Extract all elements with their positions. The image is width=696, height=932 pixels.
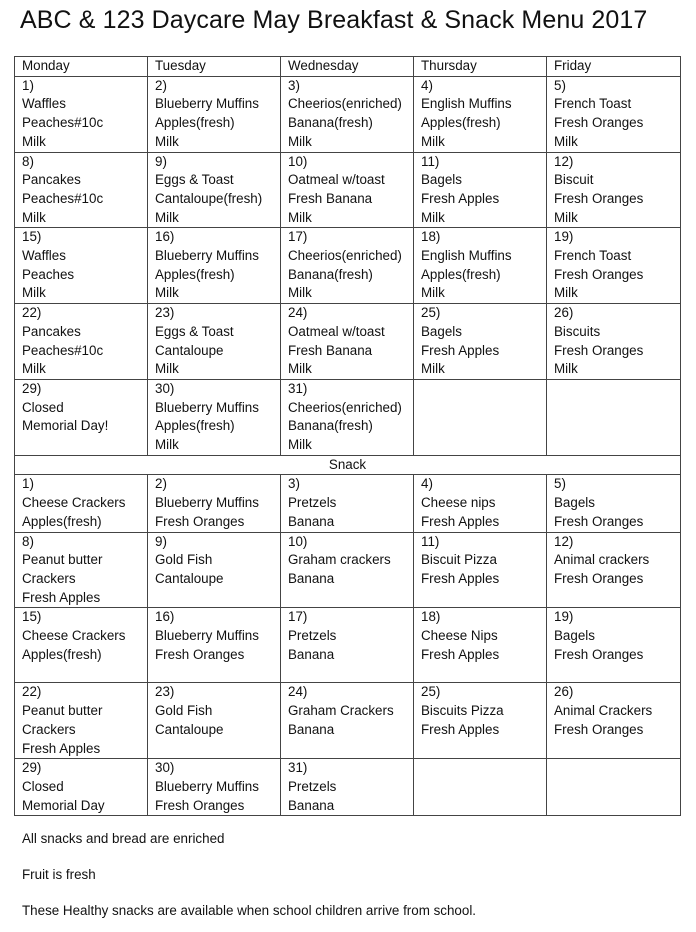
menu-item: Milk [421, 361, 445, 377]
menu-item: Fresh Apples [421, 342, 500, 358]
breakfast-day-cell [148, 76, 281, 152]
breakfast-day-cell [547, 76, 681, 152]
menu-item: Fresh Apples [22, 740, 101, 756]
menu-item: French Toast [554, 96, 632, 112]
menu-item: Graham crackers [288, 552, 391, 568]
menu-item: Apples(fresh) [155, 266, 235, 282]
snacks-day-cell [414, 532, 547, 608]
menu-item: English Muffins [421, 96, 512, 112]
date-number: 17) [288, 229, 308, 245]
menu-item: Biscuit Pizza [421, 552, 497, 568]
menu-item: Crackers [22, 570, 76, 586]
menu-item: Pancakes [22, 323, 81, 339]
snacks-day-cell [547, 759, 681, 816]
menu-item: Fresh Apples [421, 646, 500, 662]
menu-item: Bagels [554, 628, 595, 644]
menu-item: Pretzels [288, 628, 337, 644]
menu-item: Milk [288, 285, 312, 301]
menu-item: Fresh Apples [421, 513, 500, 529]
date-number: 31) [288, 760, 308, 776]
date-number: 17) [288, 609, 308, 625]
date-number: 3) [288, 77, 300, 93]
menu-item: Fresh Oranges [554, 721, 644, 737]
date-number: 12) [554, 533, 574, 549]
menu-item: Biscuits Pizza [421, 703, 504, 719]
breakfast-day-cell [547, 152, 681, 228]
menu-item: Gold Fish [155, 703, 213, 719]
date-number: 22) [22, 684, 42, 700]
snacks-day-cell [547, 683, 681, 759]
menu-item: Banana [288, 570, 335, 586]
menu-item: Cheese Crackers [22, 628, 126, 644]
breakfast-day-cell [148, 379, 281, 455]
snack-header-row [15, 455, 681, 475]
menu-item: Milk [22, 285, 46, 301]
menu-item: Milk [155, 437, 179, 453]
date-number: 22) [22, 305, 42, 321]
snacks-day-cell [547, 475, 681, 532]
snacks-day-cell [15, 608, 148, 683]
menu-item: Bagels [421, 172, 462, 188]
menu-item: Apples(fresh) [155, 115, 235, 131]
snacks-day-cell [15, 683, 148, 759]
date-number: 5) [554, 476, 566, 492]
breakfast-day-cell [15, 228, 148, 304]
snacks-day-cell [281, 759, 414, 816]
menu-item: Cantaloupe(fresh) [155, 190, 263, 206]
menu-item: French Toast [554, 248, 632, 264]
snack-section-label: Snack [15, 455, 681, 475]
menu-item: Milk [554, 285, 578, 301]
menu-item: Graham Crackers [288, 703, 394, 719]
menu-item: Fresh Apples [421, 570, 500, 586]
menu-item: Fresh Banana [288, 190, 373, 206]
menu-item: Apples(fresh) [421, 266, 501, 282]
menu-item: Pretzels [288, 495, 337, 511]
date-number: 10) [288, 153, 308, 169]
menu-item: Peaches#10c [22, 342, 104, 358]
menu-item: Cantaloupe [155, 721, 224, 737]
menu-item: Fresh Oranges [554, 342, 644, 358]
snacks-day-cell [547, 532, 681, 608]
date-number: 18) [421, 609, 441, 625]
menu-item: Banana [288, 721, 335, 737]
menu-item: Milk [421, 285, 445, 301]
breakfast-day-cell [547, 228, 681, 304]
date-number: 25) [421, 684, 441, 700]
menu-item: Milk [554, 133, 578, 149]
breakfast-day-cell [547, 304, 681, 380]
menu-item: Banana(fresh) [288, 418, 373, 434]
menu-item: Milk [155, 209, 179, 225]
breakfast-day-cell [414, 228, 547, 304]
menu-item: Apples(fresh) [22, 513, 102, 529]
date-number: 24) [288, 684, 308, 700]
menu-item: Cantaloupe [155, 342, 224, 358]
snacks-day-cell [414, 475, 547, 532]
breakfast-day-cell [281, 152, 414, 228]
menu-item: Milk [155, 361, 179, 377]
menu-item: Waffles [22, 96, 66, 112]
date-number: 15) [22, 609, 42, 625]
menu-item: Fresh Apples [421, 190, 500, 206]
menu-item: Animal Crackers [554, 703, 653, 719]
date-number: 23) [155, 305, 175, 321]
menu-item: Cheese Crackers [22, 495, 126, 511]
menu-item: Fresh Apples [421, 721, 500, 737]
date-number: 19) [554, 229, 574, 245]
menu-item: Milk [155, 285, 179, 301]
snacks-day-cell [414, 683, 547, 759]
breakfast-day-cell [281, 228, 414, 304]
menu-item: Crackers [22, 721, 76, 737]
menu-item: Banana(fresh) [288, 266, 373, 282]
breakfast-day-cell [148, 228, 281, 304]
menu-item: Pretzels [288, 778, 337, 794]
date-number: 19) [554, 609, 574, 625]
menu-item: Fresh Oranges [155, 797, 245, 813]
snacks-day-cell [148, 475, 281, 532]
menu-item: Fresh Oranges [554, 570, 644, 586]
menu-item: Blueberry Muffins [155, 495, 259, 511]
menu-item: Fresh Oranges [554, 115, 644, 131]
snacks-day-cell [148, 608, 281, 683]
menu-item: Peanut butter [22, 703, 103, 719]
day-header: Thursday [414, 57, 547, 77]
menu-item: Blueberry Muffins [155, 248, 259, 264]
date-number: 16) [155, 609, 175, 625]
breakfast-day-cell [414, 76, 547, 152]
menu-item: Cheese nips [421, 495, 496, 511]
date-number: 2) [155, 77, 167, 93]
breakfast-day-cell [281, 379, 414, 455]
date-number: 2) [155, 476, 167, 492]
snacks-day-cell [15, 759, 148, 816]
date-number: 26) [554, 684, 574, 700]
day-header: Friday [547, 57, 681, 77]
menu-item: Oatmeal w/toast [288, 172, 385, 188]
breakfast-day-cell [414, 379, 547, 455]
breakfast-day-cell [414, 304, 547, 380]
menu-item: Eggs & Toast [155, 172, 234, 188]
date-number: 23) [155, 684, 175, 700]
menu-item: Fresh Oranges [554, 646, 644, 662]
date-number: 5) [554, 77, 566, 93]
day-header: Monday [15, 57, 148, 77]
snacks-day-cell [148, 683, 281, 759]
date-number: 9) [155, 153, 167, 169]
menu-item: Milk [22, 361, 46, 377]
menu-item: Blueberry Muffins [155, 399, 259, 415]
breakfast-day-cell [281, 304, 414, 380]
date-number: 18) [421, 229, 441, 245]
breakfast-week-row [15, 379, 681, 455]
menu-item: Cheerios(enriched) [288, 248, 402, 264]
menu-item: Oatmeal w/toast [288, 323, 385, 339]
breakfast-day-cell [547, 379, 681, 455]
snacks-day-cell [414, 759, 547, 816]
menu-item: Banana [288, 797, 335, 813]
date-number: 3) [288, 476, 300, 492]
menu-item: Banana [288, 646, 335, 662]
menu-item: Cheese Nips [421, 628, 498, 644]
menu-item: Fresh Oranges [554, 266, 644, 282]
menu-item: Blueberry Muffins [155, 628, 259, 644]
menu-item: Fresh Oranges [554, 513, 644, 529]
snacks-day-cell [281, 683, 414, 759]
menu-item: Biscuits [554, 323, 601, 339]
breakfast-day-cell [15, 76, 148, 152]
menu-item: Milk [554, 209, 578, 225]
breakfast-day-cell [148, 304, 281, 380]
date-number: 1) [22, 77, 34, 93]
menu-item: Cheerios(enriched) [288, 96, 402, 112]
breakfast-day-cell [281, 76, 414, 152]
menu-item: Cheerios(enriched) [288, 399, 402, 415]
menu-item: Banana [288, 513, 335, 529]
snacks-day-cell [15, 475, 148, 532]
date-number: 16) [155, 229, 175, 245]
date-number: 25) [421, 305, 441, 321]
menu-item: Animal crackers [554, 552, 650, 568]
menu-item: Blueberry Muffins [155, 96, 259, 112]
menu-item: Fresh Oranges [554, 190, 644, 206]
date-number: 1) [22, 476, 34, 492]
menu-item: Closed [22, 778, 64, 794]
breakfast-day-cell [15, 304, 148, 380]
menu-item: Blueberry Muffins [155, 778, 259, 794]
date-number: 31) [288, 380, 308, 396]
page-title: ABC & 123 Daycare May Breakfast & Snack Menu 2017 [20, 6, 648, 34]
breakfast-section [15, 76, 681, 455]
breakfast-week-row [15, 228, 681, 304]
menu-table [14, 56, 681, 816]
date-number: 10) [288, 533, 308, 549]
date-number: 11) [421, 153, 440, 169]
menu-item: Closed [22, 399, 64, 415]
date-number: 30) [155, 760, 175, 776]
breakfast-day-cell [15, 379, 148, 455]
menu-item: Pancakes [22, 172, 81, 188]
date-number: 29) [22, 380, 42, 396]
date-number: 26) [554, 305, 574, 321]
menu-item: Eggs & Toast [155, 323, 234, 339]
snacks-day-cell [281, 608, 414, 683]
snacks-day-cell [281, 475, 414, 532]
day-header: Tuesday [148, 57, 281, 77]
note-fruit: Fruit is fresh [22, 867, 96, 882]
menu-item: Bagels [554, 495, 595, 511]
menu-item: Milk [288, 133, 312, 149]
note-healthy-snacks: These Healthy snacks are available when school children arrive from school. [22, 903, 477, 918]
menu-item: Milk [22, 133, 46, 149]
menu-item: Memorial Day [22, 797, 105, 813]
snacks-day-cell [148, 759, 281, 816]
breakfast-week-row [15, 304, 681, 380]
menu-item: Apples(fresh) [22, 646, 102, 662]
snacks-week-row [15, 683, 681, 759]
snacks-week-row [15, 475, 681, 532]
menu-item: Banana(fresh) [288, 115, 373, 131]
date-number: 29) [22, 760, 42, 776]
note-enriched: All snacks and bread are enriched [22, 831, 225, 846]
menu-item: Waffles [22, 248, 66, 264]
snacks-week-row [15, 759, 681, 816]
menu-item: Biscuit [554, 172, 594, 188]
snacks-day-cell [281, 532, 414, 608]
menu-item: Milk [421, 209, 445, 225]
snacks-week-row [15, 608, 681, 683]
menu-item: Milk [288, 361, 312, 377]
breakfast-day-cell [414, 152, 547, 228]
date-number: 9) [155, 533, 167, 549]
menu-item: Fresh Oranges [155, 513, 245, 529]
date-number: 11) [421, 533, 440, 549]
snack-section [15, 475, 681, 816]
date-number: 8) [22, 533, 34, 549]
date-number: 24) [288, 305, 308, 321]
menu-item: Peaches#10c [22, 115, 104, 131]
menu-item: Peaches [22, 266, 75, 282]
snacks-day-cell [148, 532, 281, 608]
date-number: 12) [554, 153, 574, 169]
menu-item: Gold Fish [155, 552, 213, 568]
day-header: Wednesday [281, 57, 414, 77]
snacks-day-cell [547, 608, 681, 683]
menu-item: Milk [421, 133, 445, 149]
menu-item: Apples(fresh) [421, 115, 501, 131]
menu-item: Memorial Day! [22, 418, 109, 434]
breakfast-week-row [15, 76, 681, 152]
menu-item: Milk [155, 133, 179, 149]
menu-item: Peaches#10c [22, 190, 104, 206]
menu-item: Apples(fresh) [155, 418, 235, 434]
menu-item: Fresh Banana [288, 342, 373, 358]
menu-item: Milk [288, 437, 312, 453]
day-header-row [15, 57, 681, 77]
breakfast-week-row [15, 152, 681, 228]
breakfast-day-cell [148, 152, 281, 228]
snacks-day-cell [414, 608, 547, 683]
date-number: 4) [421, 77, 433, 93]
breakfast-day-cell [15, 152, 148, 228]
menu-item: Bagels [421, 323, 462, 339]
menu-item: English Muffins [421, 248, 512, 264]
menu-item: Milk [22, 209, 46, 225]
date-number: 15) [22, 229, 42, 245]
menu-item: Fresh Oranges [155, 646, 245, 662]
snacks-day-cell [15, 532, 148, 608]
menu-item: Milk [554, 361, 578, 377]
menu-item: Milk [288, 209, 312, 225]
menu-item: Cantaloupe [155, 570, 224, 586]
date-number: 8) [22, 153, 34, 169]
menu-item: Peanut butter [22, 552, 103, 568]
date-number: 4) [421, 476, 433, 492]
snacks-week-row [15, 532, 681, 608]
date-number: 30) [155, 380, 175, 396]
menu-item: Fresh Apples [22, 589, 101, 605]
